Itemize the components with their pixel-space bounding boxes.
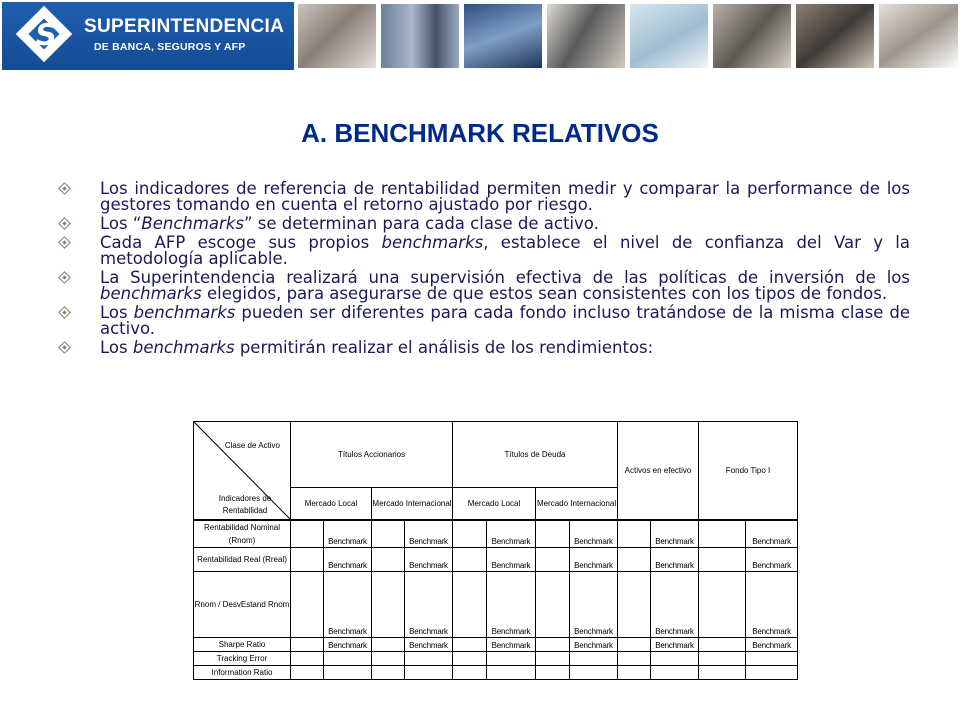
group-header: Títulos de Deuda xyxy=(453,422,618,488)
bullet-emphasis: benchmarks xyxy=(132,338,235,357)
logo xyxy=(2,2,294,70)
empty-cell xyxy=(453,637,487,651)
row-label: Information Ratio xyxy=(194,665,291,679)
benchmark-cell: Benchmark xyxy=(570,520,618,548)
empty-cell xyxy=(570,665,618,679)
benchmark-cell: Benchmark xyxy=(487,547,536,571)
diamond-bullet-icon xyxy=(58,218,70,230)
bullet-item xyxy=(58,235,910,267)
table-row xyxy=(194,637,798,651)
header-banner xyxy=(0,0,960,72)
empty-cell xyxy=(453,571,487,637)
empty-cell xyxy=(570,651,618,665)
empty-cell xyxy=(536,547,570,571)
empty-cell xyxy=(699,547,746,571)
corner-bottom-label: Indicadores de Rentabilidad xyxy=(218,493,272,515)
benchmark-cell: Benchmark xyxy=(405,547,453,571)
benchmark-cell: Benchmark xyxy=(746,520,798,548)
empty-cell xyxy=(746,651,798,665)
benchmark-cell: Benchmark xyxy=(651,637,699,651)
benchmark-cell: Benchmark xyxy=(570,571,618,637)
empty-cell xyxy=(618,547,651,571)
table-row xyxy=(194,547,798,571)
table-row xyxy=(194,651,798,665)
benchmark-cell: Benchmark xyxy=(324,547,372,571)
empty-cell xyxy=(699,571,746,637)
empty-cell xyxy=(324,665,372,679)
banner-photo-handshake xyxy=(796,4,874,68)
empty-cell xyxy=(453,665,487,679)
benchmark-cell: Benchmark xyxy=(405,637,453,651)
logo-title: SUPERINTENDENCIA xyxy=(84,16,285,37)
empty-cell xyxy=(291,637,324,651)
table-row xyxy=(194,520,798,548)
benchmark-cell: Benchmark xyxy=(651,520,699,548)
banner-photo-signing xyxy=(879,4,958,68)
bullet-text: Cada AFP escoge sus propios xyxy=(100,233,382,252)
empty-cell xyxy=(372,520,405,548)
row-label: Rnom / DesvEstand Rnom xyxy=(194,571,291,637)
row-label: Rentabilidad Real (Rreal) xyxy=(194,547,291,571)
slide-title: A. BENCHMARK RELATIVOS xyxy=(301,118,659,148)
benchmark-cell: Benchmark xyxy=(487,637,536,651)
bullet-emphasis: benchmarks xyxy=(133,303,236,322)
row-label: Sharpe Ratio xyxy=(194,637,291,651)
banner-photo-keyboard xyxy=(464,4,542,68)
bullet-text: pueden ser diferentes para cada fondo incluso tratándose de la misma clase de activo. xyxy=(100,303,910,338)
empty-cell xyxy=(453,547,487,571)
diamond-bullet-icon xyxy=(58,342,70,354)
sub-header: Mercado Internacional xyxy=(536,488,618,520)
benchmark-cell: Benchmark xyxy=(487,571,536,637)
empty-cell xyxy=(372,637,405,651)
empty-cell xyxy=(372,665,405,679)
sub-header: Mercado Local xyxy=(453,488,536,520)
logo-s-mark: S xyxy=(32,18,60,53)
table-row xyxy=(194,665,798,679)
bullet-item xyxy=(58,340,910,356)
empty-cell xyxy=(324,651,372,665)
empty-cell xyxy=(651,651,699,665)
logo-subtitle: DE BANCA, SEGUROS Y AFP xyxy=(94,41,246,53)
empty-cell xyxy=(405,651,453,665)
bullet-text: La Superintendencia realizará una supervisión efectiva de las políticas de inversión de los xyxy=(100,268,910,287)
sub-header: Mercado Local xyxy=(291,488,372,520)
banner-photo-building xyxy=(381,4,459,68)
bullet-emphasis: benchmarks xyxy=(381,233,484,252)
empty-cell xyxy=(536,520,570,548)
diamond-bullet-icon xyxy=(58,307,70,319)
banner-photo-businessman xyxy=(547,4,625,68)
empty-cell xyxy=(372,571,405,637)
group-header: Títulos Accionarios xyxy=(291,422,453,488)
benchmark-cell: Benchmark xyxy=(570,547,618,571)
row-label: Tracking Error xyxy=(194,651,291,665)
bullet-text: Los “ xyxy=(100,214,142,233)
empty-cell xyxy=(699,651,746,665)
row-label: Rentabilidad Nominal (Rnom) xyxy=(194,520,291,548)
benchmark-cell: Benchmark xyxy=(746,637,798,651)
banner-photo-calculator xyxy=(713,4,791,68)
empty-cell xyxy=(651,665,699,679)
empty-cell xyxy=(618,651,651,665)
empty-cell xyxy=(536,637,570,651)
banner-photo-charts xyxy=(630,4,708,68)
bullet-text: Los xyxy=(100,338,133,357)
sub-header: Mercado Internacional xyxy=(372,488,453,520)
diamond-bullet-icon xyxy=(58,237,70,249)
bullet-emphasis: benchmarks xyxy=(100,284,202,303)
bullet-text: , establece el nivel de confianza del Var y la metodología aplicable. xyxy=(100,233,910,268)
diamond-bullet-icon xyxy=(58,183,70,195)
empty-cell xyxy=(487,665,536,679)
diamond-bullet-icon xyxy=(58,272,70,284)
group-header: Activos en efectivo xyxy=(618,422,699,520)
table-corner-cell xyxy=(194,422,291,520)
benchmark-table xyxy=(193,421,798,680)
empty-cell xyxy=(699,665,746,679)
benchmark-cell: Benchmark xyxy=(324,637,372,651)
benchmark-cell: Benchmark xyxy=(746,571,798,637)
bullet-item xyxy=(58,270,910,302)
empty-cell xyxy=(291,547,324,571)
empty-cell xyxy=(291,651,324,665)
bullet-text: Los xyxy=(100,303,134,322)
bullet-list xyxy=(58,181,910,359)
empty-cell xyxy=(291,571,324,637)
bullet-text: Los indicadores de referencia de rentabilidad permiten medir y comparar la performance de los gestores tomando en cuenta el retorno ajustado por riesgo. xyxy=(100,179,910,214)
empty-cell xyxy=(536,651,570,665)
empty-cell xyxy=(618,571,651,637)
empty-cell xyxy=(536,571,570,637)
empty-cell xyxy=(699,637,746,651)
table-row xyxy=(194,571,798,637)
empty-cell xyxy=(618,665,651,679)
empty-cell xyxy=(746,665,798,679)
empty-cell xyxy=(618,637,651,651)
benchmark-cell: Benchmark xyxy=(651,571,699,637)
bullet-item xyxy=(58,181,910,213)
empty-cell xyxy=(291,520,324,548)
benchmark-cell: Benchmark xyxy=(324,520,372,548)
bullet-text: permitirán realizar el análisis de los rendimientos: xyxy=(234,338,654,357)
bullet-item xyxy=(58,305,910,337)
benchmark-cell: Benchmark xyxy=(570,637,618,651)
empty-cell xyxy=(372,651,405,665)
empty-cell xyxy=(453,520,487,548)
benchmark-cell: Benchmark xyxy=(487,520,536,548)
corner-top-label: Clase de Activo xyxy=(224,441,280,450)
empty-cell xyxy=(405,665,453,679)
empty-cell xyxy=(372,547,405,571)
bullet-item xyxy=(58,216,910,232)
empty-cell xyxy=(291,665,324,679)
benchmark-cell: Benchmark xyxy=(746,547,798,571)
group-header: Fondo Tipo I xyxy=(699,422,798,520)
benchmark-cell: Benchmark xyxy=(324,571,372,637)
empty-cell xyxy=(536,665,570,679)
benchmark-cell: Benchmark xyxy=(405,571,453,637)
bullet-emphasis: Benchmarks xyxy=(141,214,244,233)
benchmark-cell: Benchmark xyxy=(651,547,699,571)
empty-cell xyxy=(618,520,651,548)
bullet-text: ” se determinan para cada clase de activo. xyxy=(243,214,599,233)
empty-cell xyxy=(487,651,536,665)
bullet-text: elegidos, para asegurarse de que estos sean consistentes con los tipos de fondos. xyxy=(201,284,888,303)
empty-cell xyxy=(699,520,746,548)
benchmark-cell: Benchmark xyxy=(405,520,453,548)
banner-photo-cards xyxy=(298,4,376,68)
empty-cell xyxy=(453,651,487,665)
